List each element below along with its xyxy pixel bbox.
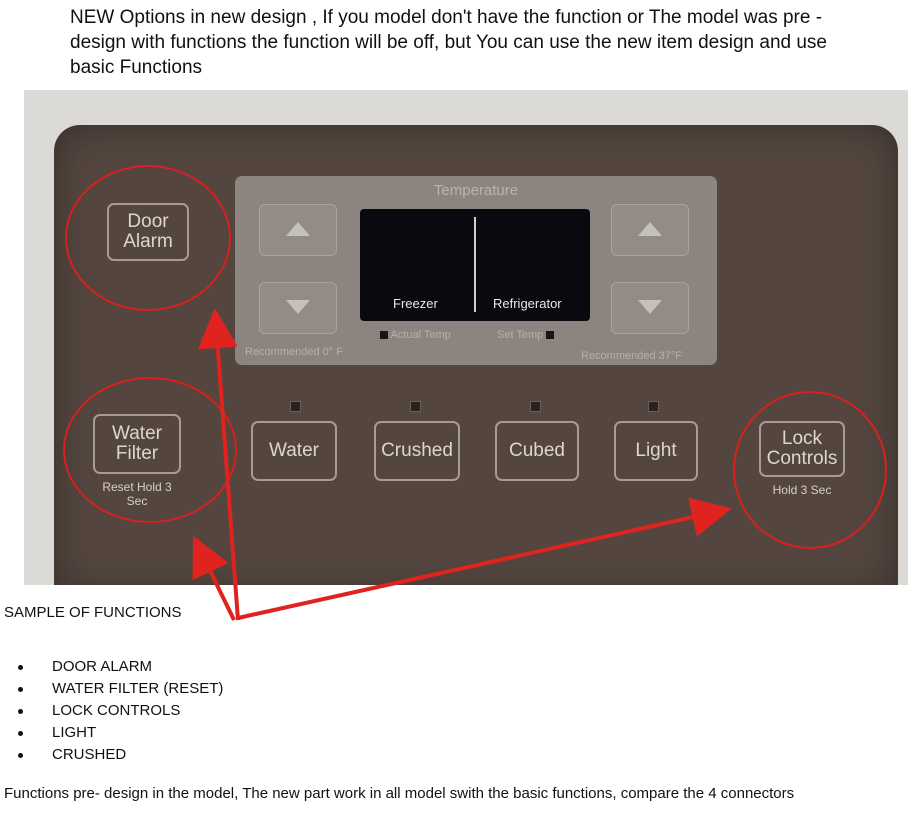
refrigerator-label: Refrigerator [493,296,562,311]
temperature-title: Temperature [433,182,519,199]
light-label: Light [635,440,677,461]
recommended-freezer-note: Recommended 0° F [245,346,343,358]
actual-temp-label: Actual Temp [390,329,451,341]
function-label: WATER FILTER (RESET) [52,680,224,697]
water-label: Water [269,440,319,461]
door-alarm-circle [66,166,230,310]
lock-controls-label: Lock Controls [766,428,838,469]
water-filter-label: Water Filter [112,423,162,464]
intro-text: NEW Options in new design , If you model don't have the function or The model was pre - design with functions the function will be off, but You can use the new item design and use basic Functions [70,7,827,78]
function-label: LIGHT [52,724,97,741]
list-item [18,700,223,722]
freezer-label: Freezer [393,296,438,311]
lock-controls-hold-note: Hold 3 Sec [772,483,832,497]
water-filter-reset-note: Reset Hold 3 Sec [102,480,172,508]
bullet-icon [18,709,23,714]
functions-list [18,656,223,766]
section-title: SAMPLE OF FUNCTIONS [4,604,182,621]
bullet-icon [18,665,23,670]
water-filter-circle [64,378,236,522]
bullet-icon [18,731,23,736]
list-item [18,722,223,744]
arrow-to-water-filter [200,550,234,620]
list-item [18,678,223,700]
function-label: DOOR ALARM [52,658,153,675]
arrow-to-lock-controls [238,512,716,618]
bullet-icon [18,753,23,758]
list-item [18,656,223,678]
bullet-icon [18,687,23,692]
cubed-label: Cubed [509,440,565,461]
lock-controls-circle [734,392,886,548]
recommended-fridge-note: Recommended 37°F [581,350,683,362]
list-item [18,744,223,766]
function-label: CRUSHED [52,746,127,763]
set-temp-label: Set Temp [497,329,544,341]
arrow-to-door-alarm [216,324,238,620]
footer-text: Functions pre- design in the model, The new part work in all model swith the basic functions, compare the 4 connectors [4,785,795,802]
function-label: LOCK CONTROLS [52,702,181,719]
door-alarm-label: Door Alarm [123,211,173,252]
crushed-label: Crushed [381,440,453,461]
